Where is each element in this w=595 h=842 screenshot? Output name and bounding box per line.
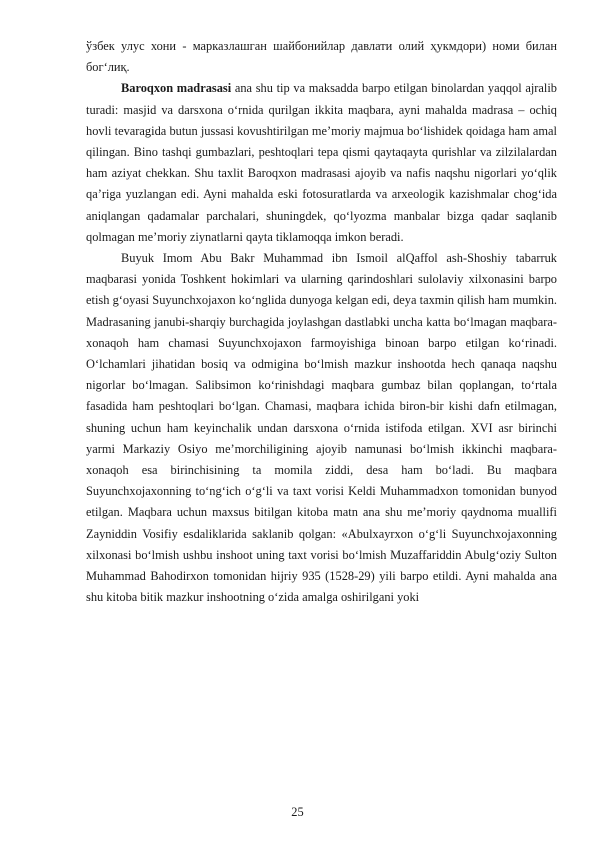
paragraph-mausoleum: Buyuk Imom Abu Bakr Muhammad ibn Ismoil alQaffol ash-Shoshiy tabarruk maqbarasi yonida Toshkent hokimlari va ularning qarindoshlari sulolaviy xilxonasini barpo etish g‘oyasi Suyunchxojaxon ko‘nglida dunyoga kelgan edi, deya taxmin qilish ham mumkin. Madrasaning janubi-sharqiy burchagida joylashgan dastlabki uncha katta bo‘lmagan maqbara-xonaqoh ham chamasi Suyunchxojaxon farmoyishiga binoan barpo etilgan ko‘rinadi. O‘lchamlari jihatidan bosiq va odmigina bo‘lmish mazkur inshootda hech qanaqa naqshu nigorlar bo‘lmagan. Salibsimon ko‘rinishdagi maqbara gumbaz bilan qoplangan, to‘rtala fasadida ham peshtoqlari bo‘lgan. Chamasi, maqbara ichida biron-bir kishi dafn etilmagan, shuning uchun ham keyinchalik undan darsxona o‘rnida istifoda etilgan. XVI asr birinchi yarmi Markaziy Osiyo me’morchiligining ajoyib namunasi bo‘lmish ikkinchi maqbara-xonaqoh esa birinchisining ta momila ziddi, desa ham bo‘ladi. Bu maqbara Suyunchxojaxonning to‘ng‘ich o‘g‘li va taxt vorisi Keldi Muhammadxon tomonidan bunyod etilgan. Maqbara uchun maxsus bitilgan kitoba matn ana shu me’moriy qaydnoma muallifi Zayniddin Vosifiy esdaliklarida saklanib qolgan: «Abulxayrxon o‘g‘li Suyunchxojaxonning xilxonasi bo‘lmish ushbu inshoot uning taxt vorisi bo‘lmish Muzaffariddin Abulg‘oziy Sulton Muhammad Bahodirxon tomonidan hijriy 935 (1528-29) yili barpo etildi. Ayni mahalda ana shu kitoba bitik mazkur inshootning o‘zida amalga oshirilgani yoki [86, 251, 557, 605]
baroqxon-text: ana shu tip va maksadda barpo etilgan binolardan yaqqol ajralib turadi: masjid va darsxona o‘rnida qurilgan ikkita maqbara, ayni mahalda madrasa – ochiq hovli tevaragida butun jussasi kovushtirilgan me’moriy majmua bo‘lishidek qoidaga ham amal qilingan. Bino tashqi gumbazlari, peshtoqlari tepa qismi qaytaqayta qurishlar va zilzilalardan ham aziyat chekkan. Shu taxlit Baroqxon madrasasi ajoyib va nafis naqshu nigorlari yo‘qlik qa’riga yuzlangan edi. Ayni mahalda eski fotosuratlarda va arxeologik kazishmalar chog‘ida aniqlangan qadamalar parchalari, shuningdek, qo‘lyozma manbalar bizga qadar saqlanib qolmagan me’moriy ziynatlarni qayta tiklamoqqa imkon beradi. [86, 81, 557, 244]
paragraph-baroqxon [86, 78, 557, 248]
page-number: 25 [291, 805, 304, 819]
document-page [86, 36, 557, 608]
baroqxon-term: Baroqxon madrasasi [121, 81, 232, 96]
paragraph-intro: ўзбек улус хони - марказлашган шайбонийлар давлати олий ҳукмдори) номи билан бог‘лиқ. [86, 39, 557, 75]
